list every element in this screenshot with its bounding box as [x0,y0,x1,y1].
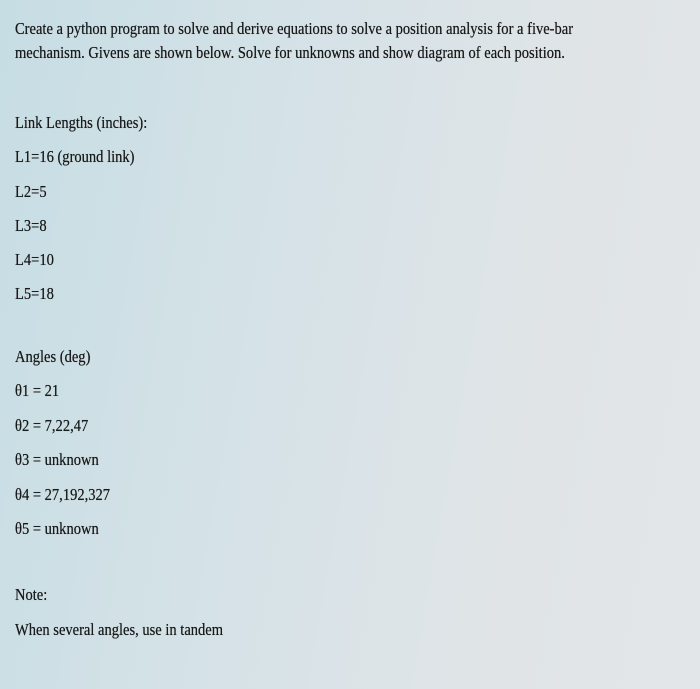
angle-theta3: θ3 = unknown [15,450,99,469]
link-length-l1: L1=16 (ground link) [15,147,135,166]
note-text: When several angles, use in tandem [15,620,224,639]
link-length-l5: L5=18 [15,284,54,303]
angle-theta4: θ4 = 27,192,327 [15,485,111,504]
note-heading: Note: [15,585,48,604]
link-length-l2: L2=5 [15,182,47,201]
intro-line-1: Create a python program to solve and derive equations to solve a position analysis for a five-bar [15,19,574,38]
intro-line-2: mechanism. Givens are shown below. Solve for unknowns and show diagram of each position. [15,43,565,62]
link-length-l4: L4=10 [15,250,54,269]
angle-theta5: θ5 = unknown [15,519,99,538]
link-length-l3: L3=8 [15,216,47,235]
link-lengths-heading: Link Lengths (inches): [15,113,148,132]
angles-heading: Angles (deg) [15,347,91,366]
angle-theta1: θ1 = 21 [15,381,60,400]
angle-theta2: θ2 = 7,22,47 [15,416,89,435]
